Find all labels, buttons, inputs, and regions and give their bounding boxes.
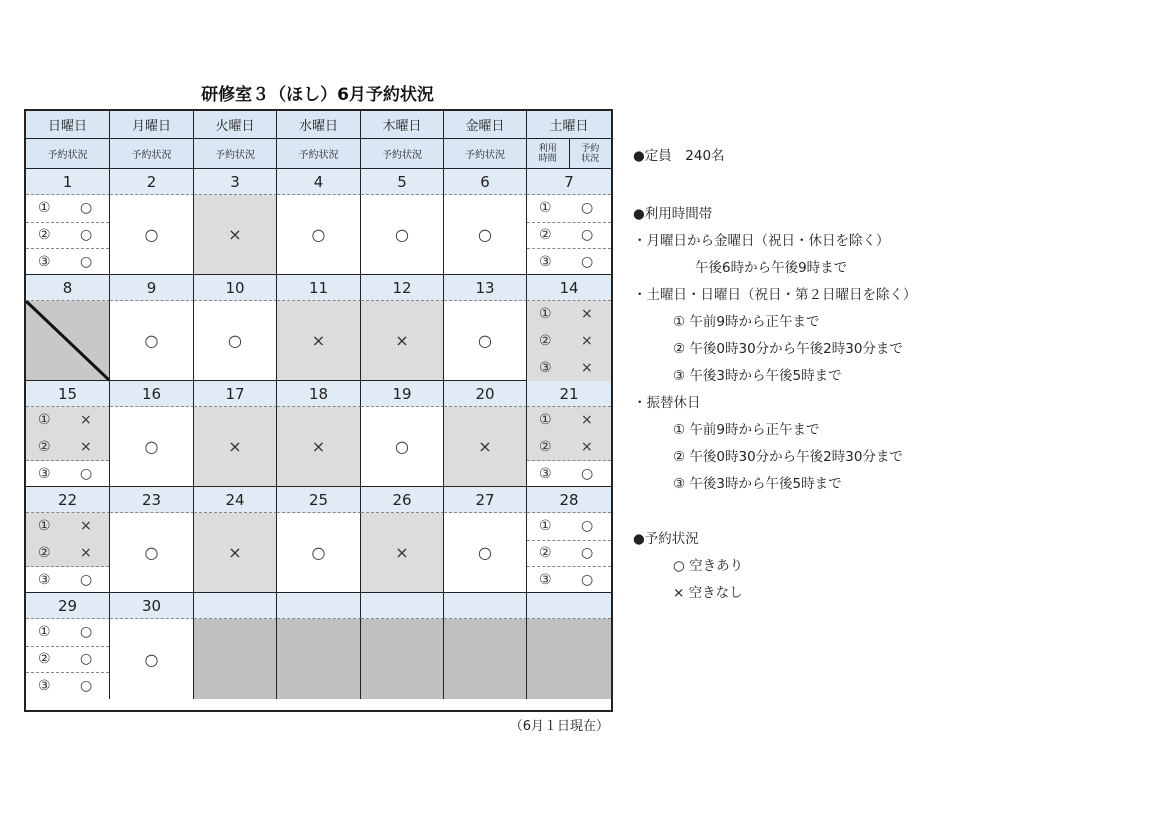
slot-number: ③ — [539, 253, 552, 270]
date-cell: 2 — [110, 169, 194, 195]
time-slot-row — [26, 566, 109, 593]
date-cell: 27 — [444, 487, 527, 513]
slot-number: ② — [539, 438, 552, 455]
slot-status: ○ — [581, 571, 594, 588]
legend-available: ○ 空きあり — [673, 558, 744, 574]
time-slot-row — [26, 248, 109, 275]
date-cell: 20 — [444, 381, 527, 407]
date-cell: 5 — [361, 169, 444, 195]
weekend-rule: ・土曜日・日曜日（祝日・第２日曜日を除く） — [633, 287, 917, 303]
slot-number: ② — [38, 226, 51, 243]
time-slot-row — [26, 434, 109, 462]
slot-status: × — [80, 438, 92, 455]
reservation-status-cell: ○ — [444, 301, 527, 381]
date-cell: 26 — [361, 487, 444, 513]
reservation-status-cell: ○ — [110, 513, 194, 593]
page-title: 研修室３（ほし）6月予約状況 — [201, 85, 434, 105]
time-slot-row — [527, 460, 611, 487]
slot-status: ○ — [581, 253, 594, 270]
weekday-header-tue: 火曜日 — [194, 111, 277, 139]
slot-number: ② — [539, 544, 552, 561]
date-cell — [277, 593, 361, 619]
slot-number: ② — [38, 438, 51, 455]
empty-cell — [444, 619, 527, 699]
time-slot-row — [527, 354, 611, 381]
slot-number: ① — [539, 306, 552, 323]
empty-cell — [527, 619, 611, 699]
reservation-status-cell: × — [361, 513, 444, 593]
reservation-status-cell: ○ — [110, 619, 194, 699]
holiday-slot-3: ③ 午後3時から午後5時まで — [673, 476, 842, 492]
time-slot-group — [26, 619, 110, 699]
closed-diagonal-line — [26, 301, 110, 381]
reservation-calendar — [24, 109, 613, 712]
diagonal-line — [26, 301, 109, 380]
time-slot-group — [527, 407, 611, 487]
reservation-status-cell: × — [444, 407, 527, 487]
reservation-status-cell: ○ — [110, 407, 194, 487]
date-cell: 9 — [110, 275, 194, 301]
date-cell: 21 — [527, 381, 611, 407]
slot-status: ○ — [581, 226, 594, 243]
time-slot-row — [26, 513, 109, 541]
time-slot-subheader: 利用 時間 — [527, 139, 570, 168]
slot-status: × — [581, 359, 593, 376]
time-slot-row — [26, 619, 109, 647]
reservation-status-cell: ○ — [277, 513, 361, 593]
slot-status: ○ — [80, 650, 93, 667]
time-slot-row — [527, 540, 611, 568]
reservation-status-cell: × — [194, 407, 277, 487]
reservation-status-cell: × — [194, 195, 277, 275]
date-cell: 30 — [110, 593, 194, 619]
weekday-rule: ・月曜日から金曜日（祝日・休日を除く） — [633, 233, 890, 249]
time-slot-row — [527, 195, 611, 223]
date-cell: 12 — [361, 275, 444, 301]
date-cell: 23 — [110, 487, 194, 513]
weekend-slot-3: ③ 午後3時から午後5時まで — [673, 368, 842, 384]
time-slot-group — [26, 513, 110, 593]
slot-status: ○ — [581, 465, 594, 482]
time-slot-row — [26, 460, 109, 487]
slot-number: ② — [38, 650, 51, 667]
reservation-status-cell: ○ — [361, 195, 444, 275]
reservation-status-cell: ○ — [277, 195, 361, 275]
date-cell: 15 — [26, 381, 110, 407]
holiday-slot-1: ① 午前9時から正午まで — [673, 422, 820, 438]
saturday-subheader — [527, 139, 611, 169]
slot-status: × — [581, 412, 593, 429]
slot-status: × — [581, 306, 593, 323]
slot-number: ① — [539, 518, 552, 535]
date-cell — [361, 593, 444, 619]
slot-number: ① — [38, 518, 51, 535]
slot-status: ○ — [80, 465, 93, 482]
slot-status: × — [581, 438, 593, 455]
time-slot-row — [26, 646, 109, 674]
weekday-header-wed: 水曜日 — [277, 111, 361, 139]
slot-status: ○ — [80, 571, 93, 588]
date-cell: 7 — [527, 169, 611, 195]
date-cell: 13 — [444, 275, 527, 301]
empty-cell — [361, 619, 444, 699]
reservation-status-cell: ○ — [194, 301, 277, 381]
date-cell — [527, 593, 611, 619]
date-cell: 29 — [26, 593, 110, 619]
date-cell: 3 — [194, 169, 277, 195]
date-cell: 8 — [26, 275, 110, 301]
time-slot-row — [527, 434, 611, 462]
time-slot-group — [26, 195, 110, 275]
hours-heading: ●利用時間帯 — [633, 206, 713, 222]
time-slot-row — [527, 301, 611, 329]
slot-number: ③ — [38, 465, 51, 482]
slot-number: ① — [539, 412, 552, 429]
weekday-hours: 午後6時から午後9時まで — [695, 260, 848, 276]
reservation-status-cell: ○ — [361, 407, 444, 487]
reservation-status-cell: × — [277, 301, 361, 381]
slot-status: × — [80, 518, 92, 535]
time-slot-group — [527, 301, 611, 381]
status-subheader: 予約状況 — [110, 139, 194, 169]
time-slot-row — [26, 222, 109, 250]
weekday-header-thu: 木曜日 — [361, 111, 444, 139]
weekday-header-sat: 土曜日 — [527, 111, 611, 139]
holiday-rule: ・振替休日 — [633, 395, 701, 411]
reservation-status-cell: × — [277, 407, 361, 487]
legend-full: × 空きなし — [673, 585, 743, 601]
status-subheader: 予約状況 — [26, 139, 110, 169]
slot-number: ③ — [38, 677, 51, 694]
date-cell: 16 — [110, 381, 194, 407]
slot-status: ○ — [80, 200, 93, 217]
slot-status: × — [581, 332, 593, 349]
status-subheader: 予約 状況 — [581, 143, 600, 164]
slot-status: ○ — [80, 226, 93, 243]
time-slot-row — [527, 513, 611, 541]
date-cell: 1 — [26, 169, 110, 195]
weekend-slot-1: ① 午前9時から正午まで — [673, 314, 820, 330]
date-cell: 28 — [527, 487, 611, 513]
time-slot-row — [527, 328, 611, 356]
date-cell — [444, 593, 527, 619]
as-of-date: （6月１日現在） — [509, 719, 609, 734]
slot-status: ○ — [80, 677, 93, 694]
slot-status: ○ — [581, 544, 594, 561]
time-slot-row — [527, 248, 611, 275]
date-cell: 22 — [26, 487, 110, 513]
weekday-header-mon: 月曜日 — [110, 111, 194, 139]
time-slot-row — [26, 407, 109, 435]
time-slot-group — [26, 407, 110, 487]
reservation-status-cell: × — [194, 513, 277, 593]
slot-status: × — [80, 544, 92, 561]
status-subheader: 予約状況 — [361, 139, 444, 169]
slot-number: ② — [539, 226, 552, 243]
date-cell: 19 — [361, 381, 444, 407]
slot-number: ③ — [38, 571, 51, 588]
date-cell: 11 — [277, 275, 361, 301]
date-cell: 10 — [194, 275, 277, 301]
status-subheader: 予約状況 — [194, 139, 277, 169]
date-cell: 18 — [277, 381, 361, 407]
holiday-slot-2: ② 午後0時30分から午後2時30分まで — [673, 449, 903, 465]
time-slot-row — [527, 222, 611, 250]
reservation-status-cell: ○ — [110, 301, 194, 381]
slot-status: ○ — [80, 253, 93, 270]
date-cell: 4 — [277, 169, 361, 195]
slot-number: ③ — [539, 465, 552, 482]
date-cell — [194, 593, 277, 619]
reservation-status-cell: ○ — [444, 195, 527, 275]
closed-cell — [26, 301, 110, 381]
slot-number: ② — [38, 544, 51, 561]
slot-status: ○ — [581, 200, 594, 217]
date-cell: 14 — [527, 275, 611, 301]
date-cell: 17 — [194, 381, 277, 407]
slot-number: ② — [539, 332, 552, 349]
date-cell: 24 — [194, 487, 277, 513]
slot-status: × — [80, 412, 92, 429]
weekday-header-sun: 日曜日 — [26, 111, 110, 139]
slot-number: ③ — [539, 571, 552, 588]
date-cell: 25 — [277, 487, 361, 513]
reservation-status-cell: × — [361, 301, 444, 381]
slot-number: ③ — [38, 253, 51, 270]
reservation-status-cell: ○ — [110, 195, 194, 275]
time-slot-row — [527, 407, 611, 435]
slot-number: ① — [38, 412, 51, 429]
empty-cell — [194, 619, 277, 699]
slot-status: ○ — [581, 518, 594, 535]
slot-number: ③ — [539, 359, 552, 376]
slot-number: ① — [38, 624, 51, 641]
date-cell: 6 — [444, 169, 527, 195]
time-slot-row — [26, 672, 109, 699]
time-slot-group — [527, 513, 611, 593]
slot-status: ○ — [80, 624, 93, 641]
status-heading: ●予約状況 — [633, 531, 699, 547]
empty-cell — [277, 619, 361, 699]
time-slot-row — [26, 540, 109, 568]
status-subheader: 予約状況 — [277, 139, 361, 169]
status-subheader: 予約状況 — [444, 139, 527, 169]
slot-number: ① — [539, 200, 552, 217]
reservation-status-cell: ○ — [444, 513, 527, 593]
time-slot-row — [26, 195, 109, 223]
capacity-text: ●定員 240名 — [633, 148, 725, 164]
time-slot-group — [527, 195, 611, 275]
time-slot-row — [527, 566, 611, 593]
weekday-header-fri: 金曜日 — [444, 111, 527, 139]
weekend-slot-2: ② 午後0時30分から午後2時30分まで — [673, 341, 903, 357]
slot-number: ① — [38, 200, 51, 217]
